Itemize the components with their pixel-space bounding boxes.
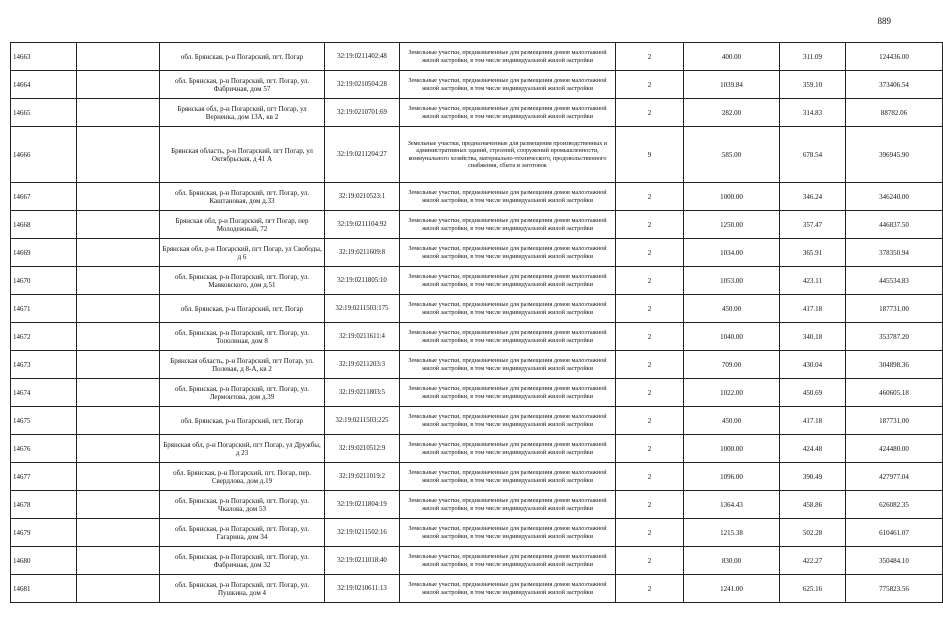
specific-value-cell: 340.18	[780, 323, 846, 351]
table-row	[11, 491, 943, 519]
group-cell: 2	[616, 575, 684, 603]
address-cell: обл. Брянская, р-н Погарский, пгт. Погар, ул. Фабричная, дом 32	[160, 547, 325, 575]
cadastral-number-cell: 32:19:0210523:1	[325, 183, 400, 211]
cadastral-value-cell: 445534.83	[846, 267, 943, 295]
table-row	[11, 99, 943, 127]
address-cell: Брянская обл, р-н Погарский, пгт Погар, ул Верненка, дом 13А, кв 2	[160, 99, 325, 127]
specific-value-cell: 450.69	[780, 379, 846, 407]
group-cell: 2	[616, 435, 684, 463]
specific-value-cell: 314.83	[780, 99, 846, 127]
area-cell: 1096.00	[684, 463, 780, 491]
record-number: 14677	[11, 463, 77, 491]
area-cell: 1039.84	[684, 71, 780, 99]
group-cell: 2	[616, 519, 684, 547]
cadastral-number-cell: 32:19:0211609:8	[325, 239, 400, 267]
specific-value-cell: 359.10	[780, 71, 846, 99]
empty-cell	[77, 519, 160, 547]
group-cell: 2	[616, 43, 684, 71]
address-cell: обл. Брянская, р-н Погарский, пгт. Погар, ул. Каштановая, дом д.33	[160, 183, 325, 211]
record-number: 14667	[11, 183, 77, 211]
land-use-cell: Земельные участки, предназначенные для размещения домов малоэтажной жилой застройки, в том числе индивидуальной жилой застройки	[400, 71, 616, 99]
table-row	[11, 463, 943, 491]
group-cell: 2	[616, 547, 684, 575]
record-number: 14680	[11, 547, 77, 575]
table-row	[11, 575, 943, 603]
area-cell: 1053.00	[684, 267, 780, 295]
group-cell: 2	[616, 323, 684, 351]
table-row	[11, 267, 943, 295]
empty-cell	[77, 295, 160, 323]
group-cell: 2	[616, 239, 684, 267]
group-cell: 2	[616, 379, 684, 407]
land-use-cell: Земельные участки, предназначенные для размещения домов малоэтажной жилой застройки, в том числе индивидуальной жилой застройки	[400, 407, 616, 435]
table-row	[11, 379, 943, 407]
address-cell: обл. Брянская, р-н Погарский, пгт. Погар, ул. Лермонтова, дом д.39	[160, 379, 325, 407]
record-number: 14672	[11, 323, 77, 351]
area-cell: 1040.00	[684, 323, 780, 351]
group-cell: 2	[616, 99, 684, 127]
cadastral-value-cell: 378350.94	[846, 239, 943, 267]
address-cell: обл. Брянская, р-н Погарский, пгт. Погар, ул. Маяковского, дом д.51	[160, 267, 325, 295]
table-row	[11, 351, 943, 379]
cadastral-value-cell: 346240.00	[846, 183, 943, 211]
land-use-cell: Земельные участки, предназначенные для размещения домов малоэтажной жилой застройки, в том числе индивидуальной жилой застройки	[400, 43, 616, 71]
specific-value-cell: 417.18	[780, 295, 846, 323]
table-row	[11, 71, 943, 99]
cadastral-value-cell: 353787.20	[846, 323, 943, 351]
address-cell: обл. Брянская, р-н Погарский, пгт. Погар, ул. Гагарина, дом 34	[160, 519, 325, 547]
empty-cell	[77, 547, 160, 575]
cadastral-value-cell: 187731.00	[846, 407, 943, 435]
cadastral-number-cell: 32:19:0211503:225	[325, 407, 400, 435]
address-cell: Брянская обл, р-н Погарский, пгт Погар, ул Свободы, д 6	[160, 239, 325, 267]
land-use-cell: Земельные участки, предназначенные для размещения домов малоэтажной жилой застройки, в том числе индивидуальной жилой застройки	[400, 239, 616, 267]
address-cell: Брянская обл, р-н Погарский, пгт Погар, пер Молодежный, 72	[160, 211, 325, 239]
address-cell: обл. Брянская, р-н Погарский, пгт. Погар, ул. Пушкина, дом 4	[160, 575, 325, 603]
land-use-cell: Земельные участки, предназначенные для размещения домов малоэтажной жилой застройки, в том числе индивидуальной жилой застройки	[400, 183, 616, 211]
specific-value-cell: 625.16	[780, 575, 846, 603]
land-use-cell: Земельные участки, предназначенные для размещения домов малоэтажной жилой застройки, в том числе индивидуальной жилой застройки	[400, 547, 616, 575]
address-cell: обл. Брянская, р-н Погарский, пгт. Погар, пер. Свердлова, дом д.19	[160, 463, 325, 491]
land-use-cell: Земельные участки, предназначенные для размещения домов малоэтажной жилой застройки, в том числе индивидуальной жилой застройки	[400, 211, 616, 239]
specific-value-cell: 422.27	[780, 547, 846, 575]
cadastral-number-cell: 32:19:0210701:69	[325, 99, 400, 127]
specific-value-cell: 311.09	[780, 43, 846, 71]
specific-value-cell: 430.04	[780, 351, 846, 379]
specific-value-cell: 390.49	[780, 463, 846, 491]
address-cell: обл. Брянская, р-н Погарский, пгт. Погар, ул. Фабричная, дом 57	[160, 71, 325, 99]
table-row	[11, 211, 943, 239]
cadastral-number-cell: 32:19:0211804:19	[325, 491, 400, 519]
empty-cell	[77, 351, 160, 379]
area-cell: 450.00	[684, 407, 780, 435]
group-cell: 2	[616, 211, 684, 239]
record-number: 14673	[11, 351, 77, 379]
cadastral-value-cell: 124436.00	[846, 43, 943, 71]
empty-cell	[77, 323, 160, 351]
area-cell: 585.00	[684, 127, 780, 183]
cadastral-value-cell: 610461.07	[846, 519, 943, 547]
cadastral-value-cell: 424480.00	[846, 435, 943, 463]
area-cell: 1000.00	[684, 183, 780, 211]
area-cell: 709.00	[684, 351, 780, 379]
cadastral-value-cell: 446837.50	[846, 211, 943, 239]
empty-cell	[77, 99, 160, 127]
cadastral-number-cell: 32:19:0211803:5	[325, 379, 400, 407]
area-cell: 1215.38	[684, 519, 780, 547]
specific-value-cell: 502.28	[780, 519, 846, 547]
cadastral-number-cell: 32:19:0211503:175	[325, 295, 400, 323]
specific-value-cell: 678.54	[780, 127, 846, 183]
table-row	[11, 239, 943, 267]
specific-value-cell: 458.86	[780, 491, 846, 519]
empty-cell	[77, 407, 160, 435]
table-row	[11, 547, 943, 575]
table-row	[11, 519, 943, 547]
record-number: 14664	[11, 71, 77, 99]
record-number: 14663	[11, 43, 77, 71]
address-cell: Брянская область, р-н Погарский, пгт Погар, ул. Полевая, д 8-А, кв 2	[160, 351, 325, 379]
land-use-cell: Земельные участки, предназначенные для размещения домов малоэтажной жилой застройки, в том числе индивидуальной жилой застройки	[400, 267, 616, 295]
table-row	[11, 295, 943, 323]
group-cell: 2	[616, 351, 684, 379]
specific-value-cell: 346.24	[780, 183, 846, 211]
cadastral-value-cell: 373406.54	[846, 71, 943, 99]
table-row	[11, 127, 943, 183]
empty-cell	[77, 43, 160, 71]
group-cell: 2	[616, 407, 684, 435]
cadastral-number-cell: 32:19:0211018:40	[325, 547, 400, 575]
area-cell: 830.00	[684, 547, 780, 575]
area-cell: 400.00	[684, 43, 780, 71]
record-number: 14668	[11, 211, 77, 239]
address-cell: обл. Брянская, р-н Погарский, пгт. Погар	[160, 407, 325, 435]
group-cell: 2	[616, 491, 684, 519]
page-number: 889	[877, 16, 891, 26]
cadastral-number-cell: 32:19:0210611:13	[325, 575, 400, 603]
land-use-cell: Земельные участки, предназначенные для размещения домов малоэтажной жилой застройки, в том числе индивидуальной жилой застройки	[400, 435, 616, 463]
specific-value-cell: 357.47	[780, 211, 846, 239]
cadastral-number-cell: 32:19:0211204:27	[325, 127, 400, 183]
area-cell: 450.00	[684, 295, 780, 323]
record-number: 14678	[11, 491, 77, 519]
record-number: 14671	[11, 295, 77, 323]
table-row	[11, 407, 943, 435]
land-use-cell: Земельные участки, предназначенные для размещения домов малоэтажной жилой застройки, в том числе индивидуальной жилой застройки	[400, 491, 616, 519]
specific-value-cell: 365.91	[780, 239, 846, 267]
record-number: 14669	[11, 239, 77, 267]
table-row	[11, 183, 943, 211]
group-cell: 2	[616, 267, 684, 295]
empty-cell	[77, 267, 160, 295]
land-use-cell: Земельные участки, предназначенные для размещения домов малоэтажной жилой застройки, в том числе индивидуальной жилой застройки	[400, 295, 616, 323]
cadastral-value-cell: 775823.56	[846, 575, 943, 603]
address-cell: обл. Брянская, р-н Погарский, пгт. Погар, ул. Тополиная, дом 8	[160, 323, 325, 351]
record-number: 14665	[11, 99, 77, 127]
table-row	[11, 323, 943, 351]
empty-cell	[77, 183, 160, 211]
record-number: 14676	[11, 435, 77, 463]
land-use-cell: Земельные участки, предназначенные для размещения домов малоэтажной жилой застройки, в том числе индивидуальной жилой застройки	[400, 519, 616, 547]
group-cell: 2	[616, 183, 684, 211]
record-number: 14674	[11, 379, 77, 407]
area-cell: 1250.00	[684, 211, 780, 239]
cadastral-value-cell: 396945.90	[846, 127, 943, 183]
cadastral-number-cell: 32:19:0211502:16	[325, 519, 400, 547]
area-cell: 1364.43	[684, 491, 780, 519]
group-cell: 2	[616, 295, 684, 323]
group-cell: 9	[616, 127, 684, 183]
cadastral-value-table	[10, 42, 943, 603]
table-body	[11, 43, 943, 603]
record-number: 14670	[11, 267, 77, 295]
cadastral-value-cell: 626082.35	[846, 491, 943, 519]
address-cell: обл. Брянская, р-н Погарский, пгт. Погар	[160, 43, 325, 71]
specific-value-cell: 423.11	[780, 267, 846, 295]
cadastral-value-cell: 304898.36	[846, 351, 943, 379]
address-cell: Брянская область, р-н Погарский, пгт Погар, ул Октябрьская, д 41 А	[160, 127, 325, 183]
cadastral-number-cell: 32:19:0211203:3	[325, 351, 400, 379]
area-cell: 1000.00	[684, 435, 780, 463]
record-number: 14681	[11, 575, 77, 603]
empty-cell	[77, 575, 160, 603]
land-use-cell: Земельные участки, предназначенные для размещения домов малоэтажной жилой застройки, в том числе индивидуальной жилой застройки	[400, 463, 616, 491]
land-use-cell: Земельные участки, предназначенные для размещения домов малоэтажной жилой застройки, в том числе индивидуальной жилой застройки	[400, 379, 616, 407]
land-use-cell: Земельные участки, предназначенные для размещения домов малоэтажной жилой застройки, в том числе индивидуальной жилой застройки	[400, 323, 616, 351]
cadastral-number-cell: 32:19:0211805:10	[325, 267, 400, 295]
cadastral-number-cell: 32:19:0211611:4	[325, 323, 400, 351]
empty-cell	[77, 127, 160, 183]
address-cell: обл. Брянская, р-н Погарский, пгт. Погар	[160, 295, 325, 323]
empty-cell	[77, 239, 160, 267]
table-row	[11, 43, 943, 71]
table-row	[11, 435, 943, 463]
empty-cell	[77, 71, 160, 99]
area-cell: 1241.00	[684, 575, 780, 603]
cadastral-number-cell: 32:19:0210504:28	[325, 71, 400, 99]
land-use-cell: Земельные участки, предназначенные для размещения домов малоэтажной жилой застройки, в том числе индивидуальной жилой застройки	[400, 575, 616, 603]
empty-cell	[77, 463, 160, 491]
empty-cell	[77, 491, 160, 519]
address-cell: обл. Брянская, р-н Погарский, пгт. Погар, ул. Чкалова, дом 53	[160, 491, 325, 519]
record-number: 14666	[11, 127, 77, 183]
empty-cell	[77, 379, 160, 407]
cadastral-number-cell: 32:19:0210512:9	[325, 435, 400, 463]
group-cell: 2	[616, 71, 684, 99]
cadastral-value-cell: 350484.10	[846, 547, 943, 575]
land-use-cell: Земельные участки, предназначенные для размещения домов малоэтажной жилой застройки, в том числе индивидуальной жилой застройки	[400, 351, 616, 379]
address-cell: Брянская обл, р-н Погарский, пгт Погар, ул Дружбы, д 23	[160, 435, 325, 463]
empty-cell	[77, 211, 160, 239]
land-use-cell: Земельные участки, предназначенные для размещения производственных и административных зданий, строений, сооружений промышленности, коммунального хозяйства, материально-технического, продовольственного снабжения, сбыта и заготовок	[400, 127, 616, 183]
area-cell: 1034.00	[684, 239, 780, 267]
cadastral-value-cell: 427977.04	[846, 463, 943, 491]
empty-cell	[77, 435, 160, 463]
cadastral-value-cell: 187731.00	[846, 295, 943, 323]
record-number: 14679	[11, 519, 77, 547]
cadastral-value-cell: 460605.18	[846, 379, 943, 407]
area-cell: 282.00	[684, 99, 780, 127]
cadastral-number-cell: 32:19:0211402:48	[325, 43, 400, 71]
cadastral-value-cell: 88782.06	[846, 99, 943, 127]
area-cell: 1022.00	[684, 379, 780, 407]
cadastral-number-cell: 32:19:0211104:92	[325, 211, 400, 239]
land-use-cell: Земельные участки, предназначенные для размещения домов малоэтажной жилой застройки, в том числе индивидуальной жилой застройки	[400, 99, 616, 127]
group-cell: 2	[616, 463, 684, 491]
cadastral-number-cell: 32:19:0211019:2	[325, 463, 400, 491]
specific-value-cell: 417.18	[780, 407, 846, 435]
specific-value-cell: 424.48	[780, 435, 846, 463]
record-number: 14675	[11, 407, 77, 435]
